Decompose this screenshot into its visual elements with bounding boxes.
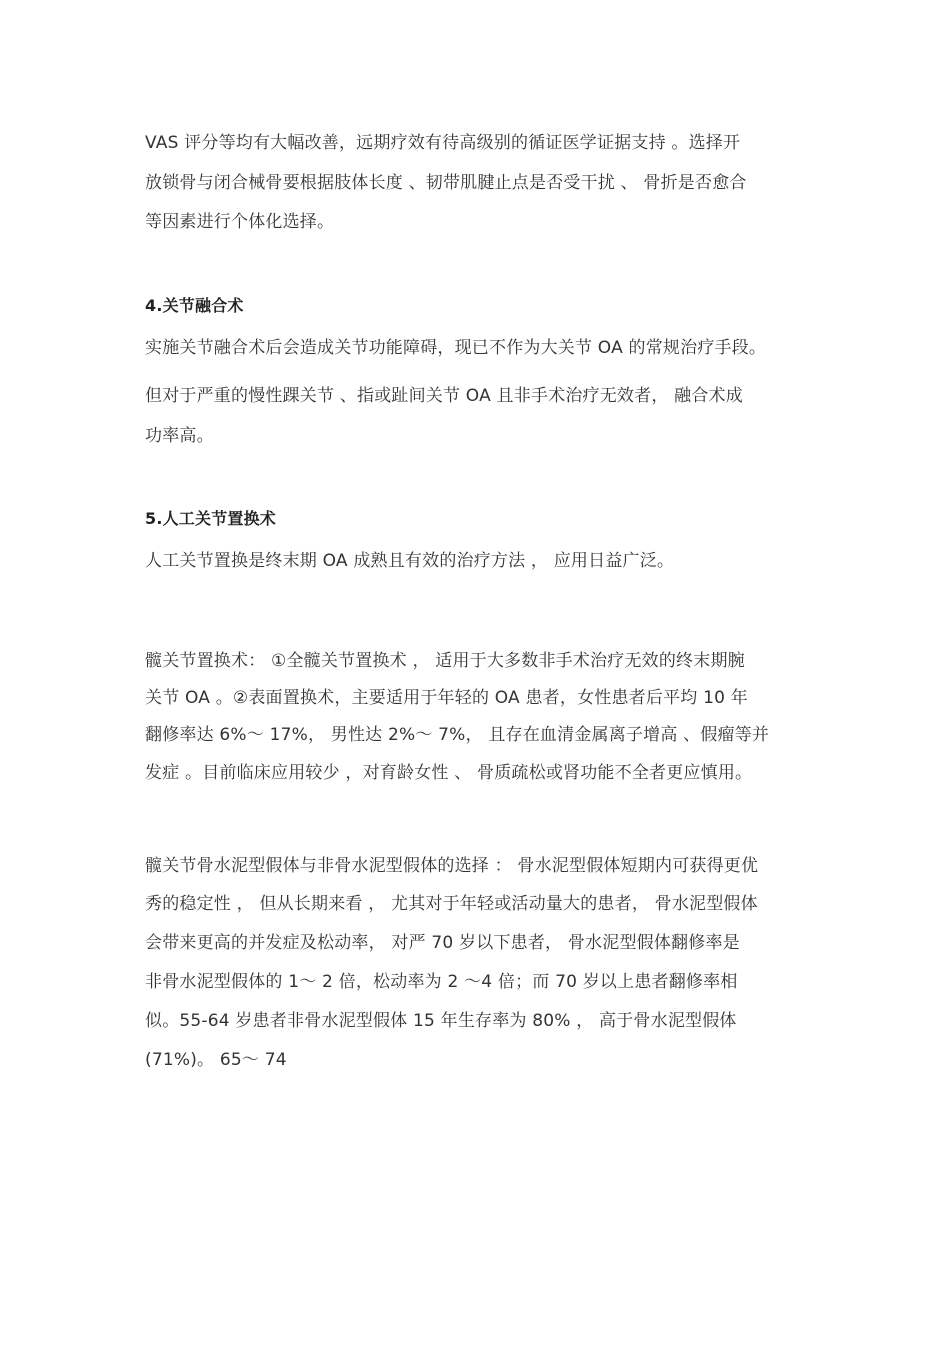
prosthesis-line: 会带来更高的并发症及松动率， 对严 70 岁以下患者， 骨水泥型假体翻修率是 [145,933,740,953]
intro-line: VAS 评分等均有大幅改善，远期疗效有待高级别的循证医学证据支持 。选择开 [145,133,741,153]
prosthesis-line: 似。55-64 岁患者非骨水泥型假体 15 年生存率为 80% ， 高于骨水泥型假体 [145,1011,737,1031]
fusion-line: 功率高。 [145,426,214,446]
intro-line: 等因素进行个体化选择。 [145,212,335,232]
replacement-line: 人工关节置换是终末期 OA 成熟且有效的治疗方法 ， 应用日益广泛。 [145,551,675,571]
hip-line: 髋关节置换术： ①全髋关节置换术 ， 适用于大多数非手术治疗无效的终末期腕 [145,651,745,671]
section-heading-fusion: 4.关节融合术 [145,296,244,315]
hip-line: 关节 OA 。②表面置换术，主要适用于年轻的 OA 患者，女性患者后平均 10 年 [145,688,748,708]
fusion-line: 实施关节融合术后会造成关节功能障碍，现已不作为大关节 OA 的常规治疗手段。 [145,338,767,358]
section-heading-replacement: 5.人工关节置换术 [145,509,277,528]
prosthesis-line: 秀的稳定性 ， 但从长期来看 ， 尤其对于年轻或活动量大的患者， 骨水泥型假体 [145,894,758,914]
prosthesis-line: 髋关节骨水泥型假体与非骨水泥型假体的选择 ： 骨水泥型假体短期内可获得更优 [145,856,759,876]
hip-line: 翻修率达 6%～ 17%， 男性达 2%～ 7%， 且存在血清金属离子增高 、假瘤等并 [145,725,770,745]
prosthesis-line: (71%)。 65～ 74 [145,1050,287,1070]
prosthesis-line: 非骨水泥型假体的 1～ 2 倍，松动率为 2 ～4 倍；而 70 岁以上患者翻修率相 [145,972,738,992]
fusion-line: 但对于严重的慢性踝关节 、指或趾间关节 OA 且非手术治疗无效者， 融合术成 [145,386,743,406]
hip-line: 发症 。目前临床应用较少 ，对育龄女性 、 骨质疏松或肾功能不全者更应慎用。 [145,763,753,783]
intro-line: 放锁骨与闭合械骨要根据肢体长度 、韧带肌腱止点是否受干扰 、 骨折是否愈合 [145,173,747,193]
